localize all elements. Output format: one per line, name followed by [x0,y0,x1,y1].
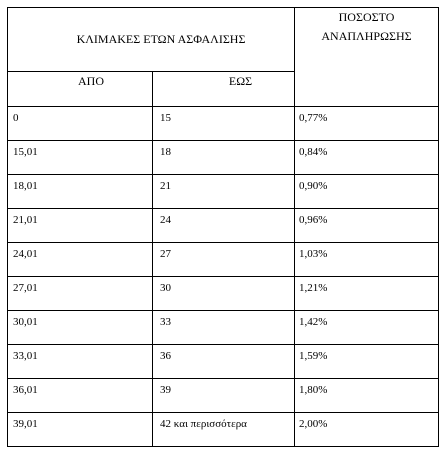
cell-to: 42 και περισσότερα [153,413,295,447]
header-rate-line2: ΑΝΑΠΛΗΡΩΣΗΣ [321,29,412,43]
cell-rate: 2,00% [295,413,439,447]
cell-to: 27 [153,243,295,277]
insurance-years-rate-table [7,7,439,447]
cell-to: 39 [153,379,295,413]
cell-from: 39,01 [8,413,153,447]
cell-rate: 0,84% [295,141,439,175]
cell-rate: 1,21% [295,277,439,311]
table-row [8,345,439,379]
header-insurance-years-scales: ΚΛΙΜΑΚΕΣ ΕΤΩΝ ΑΣΦΑΛΙΣΗΣ [8,8,295,72]
cell-from: 24,01 [8,243,153,277]
table-row [8,277,439,311]
table-row [8,107,439,141]
cell-to: 30 [153,277,295,311]
header-replacement-rate [295,8,439,107]
table-row [8,175,439,209]
cell-from: 27,01 [8,277,153,311]
cell-rate: 0,90% [295,175,439,209]
cell-from: 36,01 [8,379,153,413]
cell-to: 33 [153,311,295,345]
cell-rate: 1,59% [295,345,439,379]
cell-from: 33,01 [8,345,153,379]
cell-rate: 1,03% [295,243,439,277]
cell-rate: 0,96% [295,209,439,243]
cell-rate: 1,42% [295,311,439,345]
header-from: ΑΠΟ [8,72,153,107]
cell-from: 0 [8,107,153,141]
cell-to: 24 [153,209,295,243]
table-row [8,209,439,243]
header-rate-line1: ΠΟΣΟΣΤΟ [338,10,395,24]
cell-from: 15,01 [8,141,153,175]
cell-from: 18,01 [8,175,153,209]
cell-from: 21,01 [8,209,153,243]
table-row [8,413,439,447]
cell-to: 15 [153,107,295,141]
cell-rate: 1,80% [295,379,439,413]
table-row [8,141,439,175]
cell-to: 36 [153,345,295,379]
header-to: ΕΩΣ [153,72,295,107]
cell-to: 18 [153,141,295,175]
header-row-top [8,8,439,72]
cell-to: 21 [153,175,295,209]
table-row [8,243,439,277]
table-row [8,311,439,345]
cell-rate: 0,77% [295,107,439,141]
cell-from: 30,01 [8,311,153,345]
table-row [8,379,439,413]
